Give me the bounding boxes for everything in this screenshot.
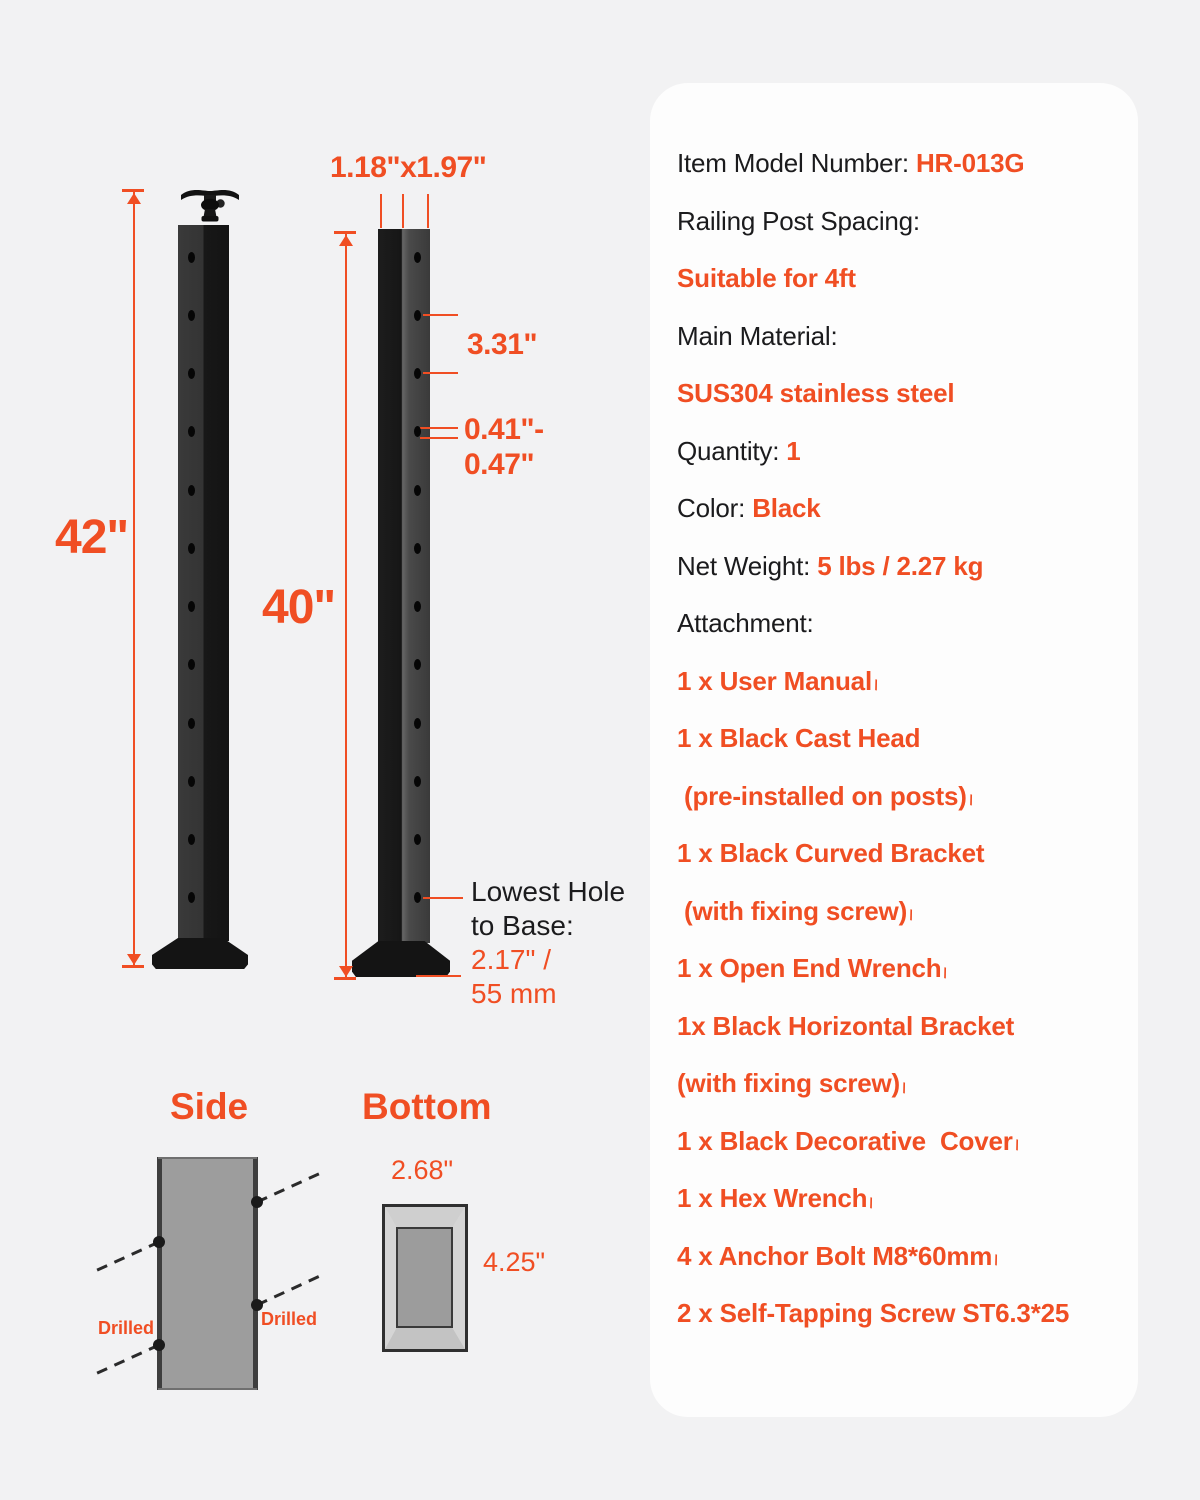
- dim-42-line: [133, 191, 135, 967]
- post-side-view: [378, 229, 430, 943]
- spec-line: [677, 308, 1118, 366]
- spec-text: 1x Black Horizontal Bracket: [677, 1010, 1015, 1041]
- cross-section-tick-right: [427, 194, 429, 228]
- spec-text: HR-013G: [915, 148, 1025, 179]
- lowest-hole-value-2: 55 mm: [471, 978, 557, 1009]
- spec-line: [677, 653, 1118, 711]
- dim-40-line: [345, 233, 347, 979]
- spec-text: (with fixing screw): [677, 895, 908, 926]
- dim-label-cross-section: 1.18"x1.97": [330, 151, 487, 184]
- spec-line: [677, 480, 1118, 538]
- cjk-comma-mark: \: [907, 907, 915, 925]
- cable-hole-front: [188, 659, 195, 670]
- spec-text: 1 x Black Curved Bracket: [677, 838, 985, 869]
- spec-line: [677, 1170, 1118, 1228]
- cable-hole-side: [414, 310, 421, 321]
- spec-line: [677, 998, 1118, 1056]
- spec-text: 5 lbs / 2.27 kg: [817, 550, 984, 581]
- spec-text: Black: [752, 493, 821, 524]
- dim-40-arrow-up: [339, 235, 353, 246]
- lowest-hole-value-1: 2.17" /: [471, 944, 551, 975]
- lowest-hole-caption-1: Lowest Hole: [471, 876, 626, 907]
- spec-text: 4 x Anchor Bolt M8*60mm: [677, 1240, 993, 1271]
- cjk-comma-mark: \: [1013, 1137, 1021, 1155]
- dim-40-cap-bottom: [334, 977, 356, 980]
- bottom-view-width-label: 2.68": [391, 1155, 454, 1185]
- cable-hole-front: [188, 252, 195, 263]
- bottom-view-drawing: [382, 1204, 468, 1352]
- cable-hole-side: [414, 892, 421, 903]
- leader-hole-size-bottom: [420, 437, 458, 439]
- post-front-base: [152, 938, 248, 969]
- cable-hole-front: [188, 426, 195, 437]
- post-side-base: [352, 941, 450, 977]
- spec-text: 1 x Black Cast Head: [677, 723, 921, 754]
- cable-hole-front: [188, 485, 195, 496]
- spec-text: Attachment:: [677, 608, 814, 639]
- cjk-comma-mark: \: [967, 792, 975, 810]
- dim-label-42: 42": [55, 511, 129, 564]
- drilled-label-left: Drilled: [98, 1318, 155, 1338]
- cable-hole-side: [414, 776, 421, 787]
- spec-text: Main Material:: [677, 320, 838, 351]
- spec-text: 1: [786, 435, 801, 466]
- spec-line: [677, 1285, 1118, 1343]
- spec-line: [677, 768, 1118, 826]
- leader-base-edge: [416, 975, 461, 977]
- cast-head-icon: [179, 185, 241, 226]
- cross-section-tick-left: [380, 194, 382, 228]
- cjk-comma-mark: \: [992, 1252, 1000, 1270]
- bottom-view-title: Bottom: [362, 1086, 492, 1127]
- spec-line: [677, 135, 1118, 193]
- spec-line: [677, 250, 1118, 308]
- side-view-drawing: [85, 1150, 330, 1398]
- spec-text: (with fixing screw): [677, 1068, 901, 1099]
- spec-lines: [650, 83, 1138, 1343]
- cable-hole-front: [188, 601, 195, 612]
- cable-hole-side: [414, 659, 421, 670]
- bottom-view-depth-label: 4.25": [483, 1247, 546, 1277]
- spec-line: [677, 193, 1118, 251]
- spec-line: [677, 365, 1118, 423]
- cable-hole-side: [414, 252, 421, 263]
- dim-label-hole-spacing: 3.31": [467, 328, 538, 361]
- spec-text: Item Model Number:: [677, 148, 916, 179]
- spec-line: [677, 940, 1118, 998]
- cable-hole-side: [414, 426, 421, 437]
- spec-line: [677, 1113, 1118, 1171]
- cjk-comma-mark: \: [867, 1195, 875, 1212]
- dim-label-40: 40": [262, 581, 336, 634]
- post-front-view: [178, 225, 229, 941]
- dim-42-arrow-up: [127, 193, 141, 204]
- cable-hole-front: [188, 718, 195, 729]
- leader-hole-spacing-top: [423, 314, 458, 316]
- spec-panel: [650, 83, 1138, 1417]
- cable-hole-front: [188, 543, 195, 554]
- cjk-comma-mark: \: [872, 677, 880, 695]
- cable-hole-front: [188, 834, 195, 845]
- cjk-comma-mark: \: [900, 1080, 908, 1097]
- leader-lowest-hole: [423, 897, 463, 899]
- cjk-comma-mark: \: [941, 965, 950, 982]
- cable-hole-front: [188, 310, 195, 321]
- spec-text: Color:: [677, 493, 753, 524]
- spec-text: (pre-installed on posts): [677, 780, 967, 811]
- cable-hole-side: [414, 485, 421, 496]
- spec-line: [677, 1055, 1118, 1113]
- leader-hole-spacing-bottom: [423, 372, 458, 374]
- dim-42-arrow-down: [127, 954, 141, 965]
- spec-line: [677, 825, 1118, 883]
- spec-line: [677, 423, 1118, 481]
- spec-text: Railing Post Spacing:: [677, 205, 920, 236]
- dim-42-cap-bottom: [122, 965, 144, 968]
- cable-hole-front: [188, 892, 195, 903]
- leader-hole-size-top: [420, 427, 458, 429]
- spec-line: [677, 710, 1118, 768]
- spec-text: Suitable for 4ft: [677, 263, 856, 294]
- spec-line: [677, 595, 1118, 653]
- spec-line: [677, 1228, 1118, 1286]
- spec-text: Quantity:: [677, 435, 787, 466]
- spec-text: 1 x Open End Wrench: [677, 953, 942, 984]
- dim-label-hole-size-1: 0.41"-: [464, 413, 544, 446]
- spec-line: [677, 538, 1118, 596]
- lowest-hole-caption-2: to Base:: [471, 910, 574, 941]
- cable-hole-side: [414, 543, 421, 554]
- dim-label-hole-size-2: 0.47": [464, 448, 535, 481]
- side-view-title: Side: [170, 1086, 249, 1127]
- drilled-label-right: Drilled: [261, 1309, 318, 1329]
- spec-line: [677, 883, 1118, 941]
- spec-text: SUS304 stainless steel: [677, 378, 955, 409]
- spec-text: 1 x Hex Wrench: [677, 1183, 868, 1214]
- spec-text: 1 x User Manual: [677, 665, 872, 696]
- spec-text: Net Weight:: [677, 550, 818, 581]
- cable-hole-side: [414, 834, 421, 845]
- cable-hole-side: [414, 718, 421, 729]
- cross-section-tick-mid: [402, 194, 404, 228]
- spec-text: 1 x Black Decorative Cover: [677, 1125, 1013, 1156]
- cable-hole-side: [414, 368, 421, 379]
- cable-hole-front: [188, 776, 195, 787]
- cable-hole-side: [414, 601, 421, 612]
- dim-40-arrow-down: [339, 966, 353, 977]
- spec-text: 2 x Self-Tapping Screw ST6.3*25: [677, 1298, 1070, 1329]
- cable-hole-front: [188, 368, 195, 379]
